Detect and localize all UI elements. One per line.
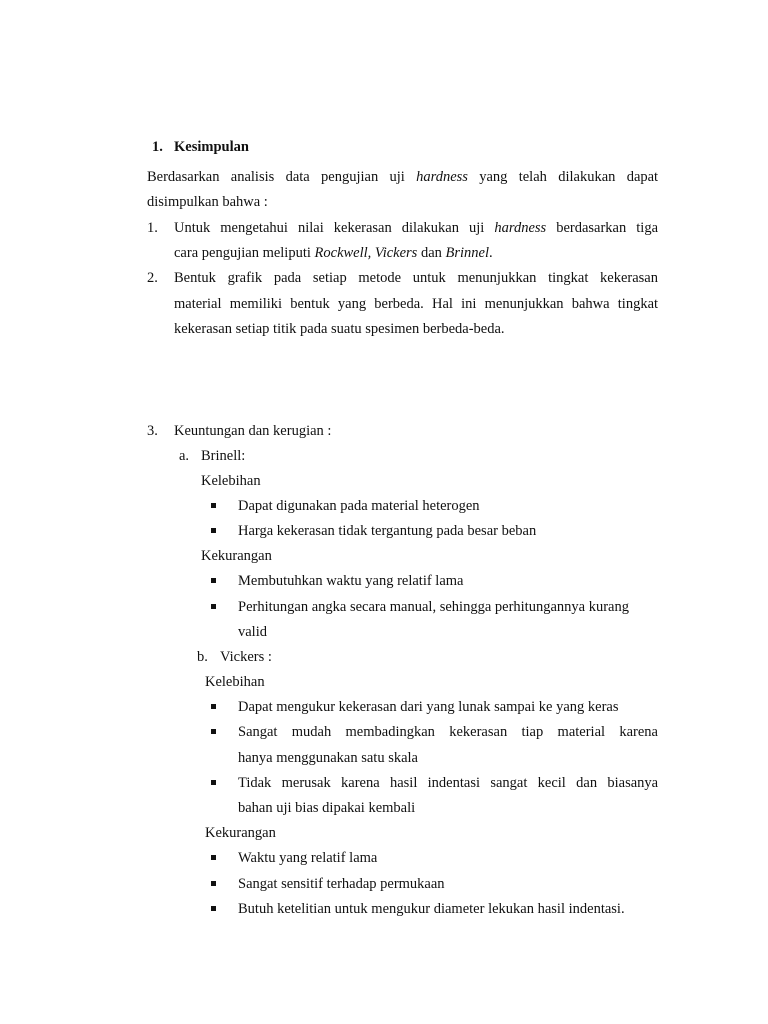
vickers-kelebihan-item-3-line-2: bahan uji bias dipakai kembali xyxy=(238,800,416,816)
point-2-number: 2. xyxy=(147,270,158,286)
bullet-icon xyxy=(211,704,216,709)
vickers-kekurangan-item-2: Sangat sensitif terhadap permukaan xyxy=(238,876,445,892)
vickers-kelebihan-item-3-line-1: Tidak merusak karena hasil indentasi sangat kecil dan biasanya xyxy=(238,775,659,791)
vickers-kekurangan-heading: Kekurangan xyxy=(205,825,276,841)
vickers-kelebihan-heading: Kelebihan xyxy=(205,674,265,690)
bullet-icon xyxy=(211,729,216,734)
brinell-kelebihan-item-2: Harga kekerasan tidak tergantung pada besar beban xyxy=(238,523,537,539)
bullet-icon xyxy=(211,528,216,533)
bullet-icon xyxy=(211,604,216,609)
vickers-title: Vickers : xyxy=(220,649,272,665)
vickers-kekurangan-item-1: Waktu yang relatif lama xyxy=(238,850,378,866)
bullet-icon xyxy=(211,578,216,583)
vickers-kelebihan-item-2-line-1: Sangat mudah membadingkan kekerasan tiap material karena xyxy=(238,724,658,740)
bullet-icon xyxy=(211,780,216,785)
vickers-kelebihan-item-1: Dapat mengukur kekerasan dari yang lunak sampai ke yang keras xyxy=(238,699,619,715)
point-3-text: Keuntungan dan kerugian : xyxy=(174,423,332,439)
vickers-kekurangan-item-3: Butuh ketelitian untuk mengukur diameter lekukan hasil indentasi. xyxy=(238,901,625,917)
point-1-line-1: Untuk mengetahui nilai kekerasan dilakukan uji hardness berdasarkan tiga xyxy=(174,220,659,236)
point-1-line-2: cara pengujian meliputi Rockwell, Vickers dan Brinnel. xyxy=(174,245,493,261)
brinell-kelebihan-item-1: Dapat digunakan pada material heterogen xyxy=(238,498,480,514)
heading-number: 1. xyxy=(152,139,163,155)
intro-line-1: Berdasarkan analisis data pengujian uji hardness yang telah dilakukan dapat xyxy=(147,169,659,185)
brinell-kekurangan-heading: Kekurangan xyxy=(201,548,272,564)
bullet-icon xyxy=(211,503,216,508)
heading-title: Kesimpulan xyxy=(174,139,249,155)
bullet-icon xyxy=(211,906,216,911)
point-3-number: 3. xyxy=(147,423,158,439)
point-2-line-1: Bentuk grafik pada setiap metode untuk menunjukkan tingkat kekerasan xyxy=(174,270,658,286)
brinell-kekurangan-item-2-line-2: valid xyxy=(238,624,267,640)
brinell-title: Brinell: xyxy=(201,448,246,464)
bullet-icon xyxy=(211,855,216,860)
brinell-kelebihan-heading: Kelebihan xyxy=(201,473,261,489)
point-2-line-2: material memiliki bentuk yang berbeda. Hal ini menunjukkan bahwa tingkat xyxy=(174,296,659,312)
vickers-kelebihan-item-2-line-2: hanya menggunakan satu skala xyxy=(238,750,418,766)
intro-line-2: disimpulkan bahwa : xyxy=(147,194,268,210)
brinell-kekurangan-item-1: Membutuhkan waktu yang relatif lama xyxy=(238,573,464,589)
point-1-number: 1. xyxy=(147,220,158,236)
brinell-kekurangan-item-2-line-1: Perhitungan angka secara manual, sehingga perhitungannya kurang xyxy=(238,599,629,615)
point-2-line-3: kekerasan setiap titik pada suatu spesimen berbeda-beda. xyxy=(174,321,505,337)
bullet-icon xyxy=(211,881,216,886)
vickers-label: b. xyxy=(197,649,208,665)
brinell-label: a. xyxy=(179,448,190,464)
